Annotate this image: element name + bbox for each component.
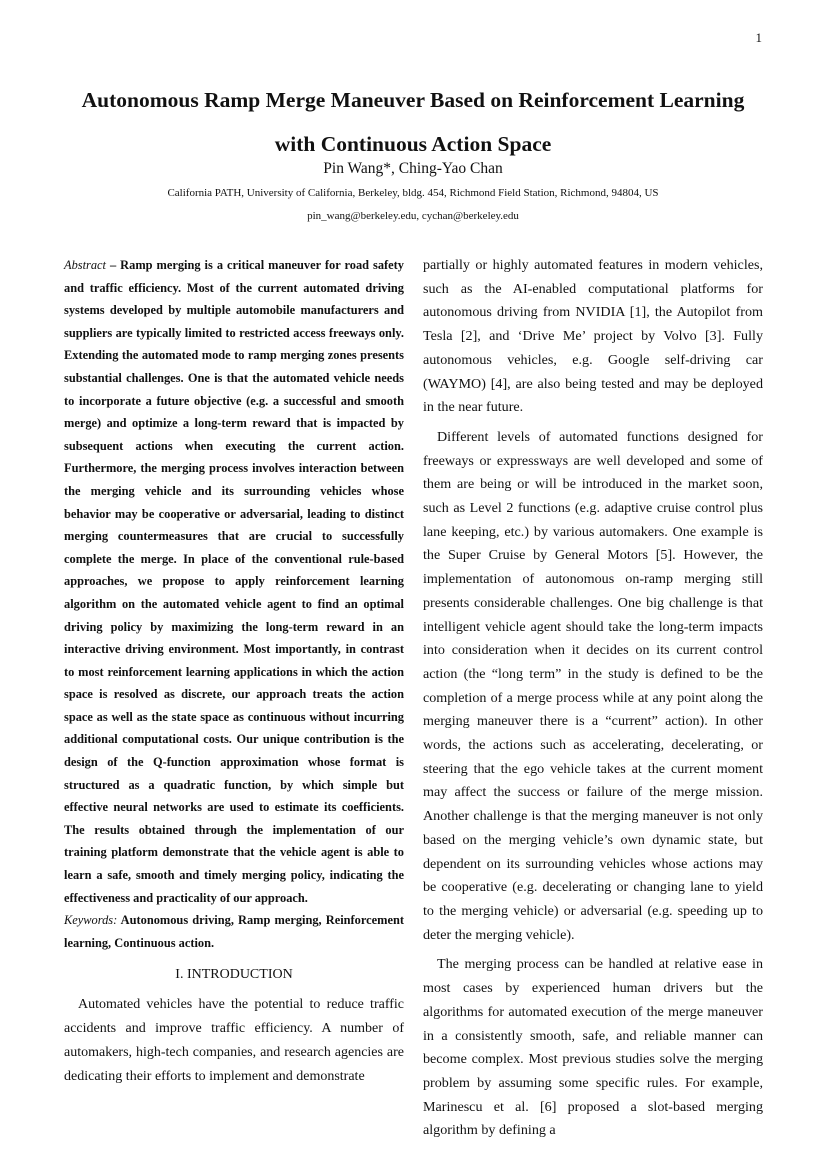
authors: Pin Wang*, Ching-Yao Chan bbox=[323, 160, 503, 177]
intro-paragraph-1: Automated vehicles have the potential to reduce traffic accidents and improve traffic efficiency. A number of automakers, high-tech companies, and research agencies are dedicating their efforts to implement and demonstrate bbox=[64, 997, 404, 1084]
section-heading-introduction: I. INTRODUCTION bbox=[175, 967, 293, 983]
paper-title bbox=[40, 78, 786, 166]
abstract-text: – Ramp merging is a critical maneuver for road safety and traffic efficiency. Most of the current automated driving systems developed by multiple automobile manufacturers and suppliers are typically limited to restricted access freeways only. Extending the automated mode to ramp merging zones presents substantial challenges. One is that the automated vehicle needs to incorporate a future objective (e.g. a successful and smooth merge) and optimize a long-term reward that is impacted by subsequent actions when executing the current action. Furthermore, the merging process involves interaction between the merging vehicle and its surrounding vehicles whose behavior may be cooperative or adversarial, leading to distinct merging countermeasures that are crucial to successfully complete the merge. In place of the conventional rule-based approaches, we propose to apply reinforcement learning algorithm on the automated vehicle agent to find an optimal driving policy by maximizing the long-term reward in an interactive driving environment. Most importantly, in contrast to most reinforcement learning applications in which the action space is resolved as discrete, our approach treats the action space as well as the state space as continuous without incurring additional computational costs. Our unique contribution is the design of the Q-function approximation whose format is structured as a quadratic function, by which simple but effective neural networks are used to estimate its coefficients. The results obtained through the implementation of our training platform demonstrate that the vehicle agent is able to learn a safe, smooth and timely merging policy, indicating the effectiveness and practicality of our approach. bbox=[64, 258, 404, 905]
keywords-text: Autonomous driving, Ramp merging, Reinforcement learning, Continuous action. bbox=[64, 913, 404, 950]
intro-paragraph-3: Different levels of automated functions designed for freeways or expressways are well developed and some of them are being or will be introduced in the market soon, such as Level 2 functions (e.g. adaptive cruise control plus lane keeping, etc.) by various automakers. One example is the Super Cruise by General Motors [5]. However, the implementation of autonomous on-ramp merging still presents considerable challenges. One big challenge is that intelligent vehicle agent should take the long-term impacts into consideration when it decides on its current control action (the “long term” in the study is defined to be the completion of a merge process while at any point along the merging maneuver there is a “current” action). In other words, the actions such as accelerating, decelerating, or steering that the ego vehicle takes at the current moment may affect the success or failure of the merge mission. Another challenge is that the merging maneuver is not only based on the merging vehicle’s own dynamic state, but dependent on its surrounding vehicles whose actions may be cooperative (e.g. decelerating or changing lane to yield to the merging vehicle) or adversarial (e.g. speeding up to deter the merging vehicle). bbox=[423, 428, 763, 943]
right-column bbox=[423, 254, 763, 1143]
intro-paragraph-2: partially or highly automated features in modern vehicles, such as the AI-enabled computational platforms for autonomous driving from NVIDIA [1], the Autopilot from Tesla [2], and ‘Drive Me’ project by Volvo [3]. Fully autonomous vehicles, e.g. Google self-driving car (WAYMO) [4], are also being tested and may be deployed in the near future. bbox=[423, 257, 763, 416]
keywords bbox=[64, 909, 404, 954]
affiliation: California PATH, University of California, Berkeley, bldg. 454, Richmond Field Station, Richmond, 94804, US bbox=[167, 187, 659, 199]
title-line-1: Autonomous Ramp Merge Maneuver Based on Reinforcement Learning bbox=[81, 88, 745, 112]
page-number: 1 bbox=[755, 30, 762, 45]
title-line-2: with Continuous Action Space bbox=[274, 132, 552, 156]
abstract bbox=[64, 254, 404, 909]
author-emails: pin_wang@berkeley.edu, cychan@berkeley.edu bbox=[307, 210, 519, 222]
intro-paragraph-4: The merging process can be handled at relative ease in most cases by experienced human drivers but the algorithms for automated execution of the merge maneuver in a consistently smooth, safe, and reliable manner can become complex. Most previous studies solve the merging problem by assuming some specific rules. For example, Marinescu et al. [6] proposed a slot-based merging algorithm by defining a bbox=[423, 956, 763, 1139]
abstract-label: Abstract bbox=[64, 258, 106, 272]
keywords-label: Keywords: bbox=[64, 913, 118, 928]
left-column bbox=[64, 254, 404, 1088]
